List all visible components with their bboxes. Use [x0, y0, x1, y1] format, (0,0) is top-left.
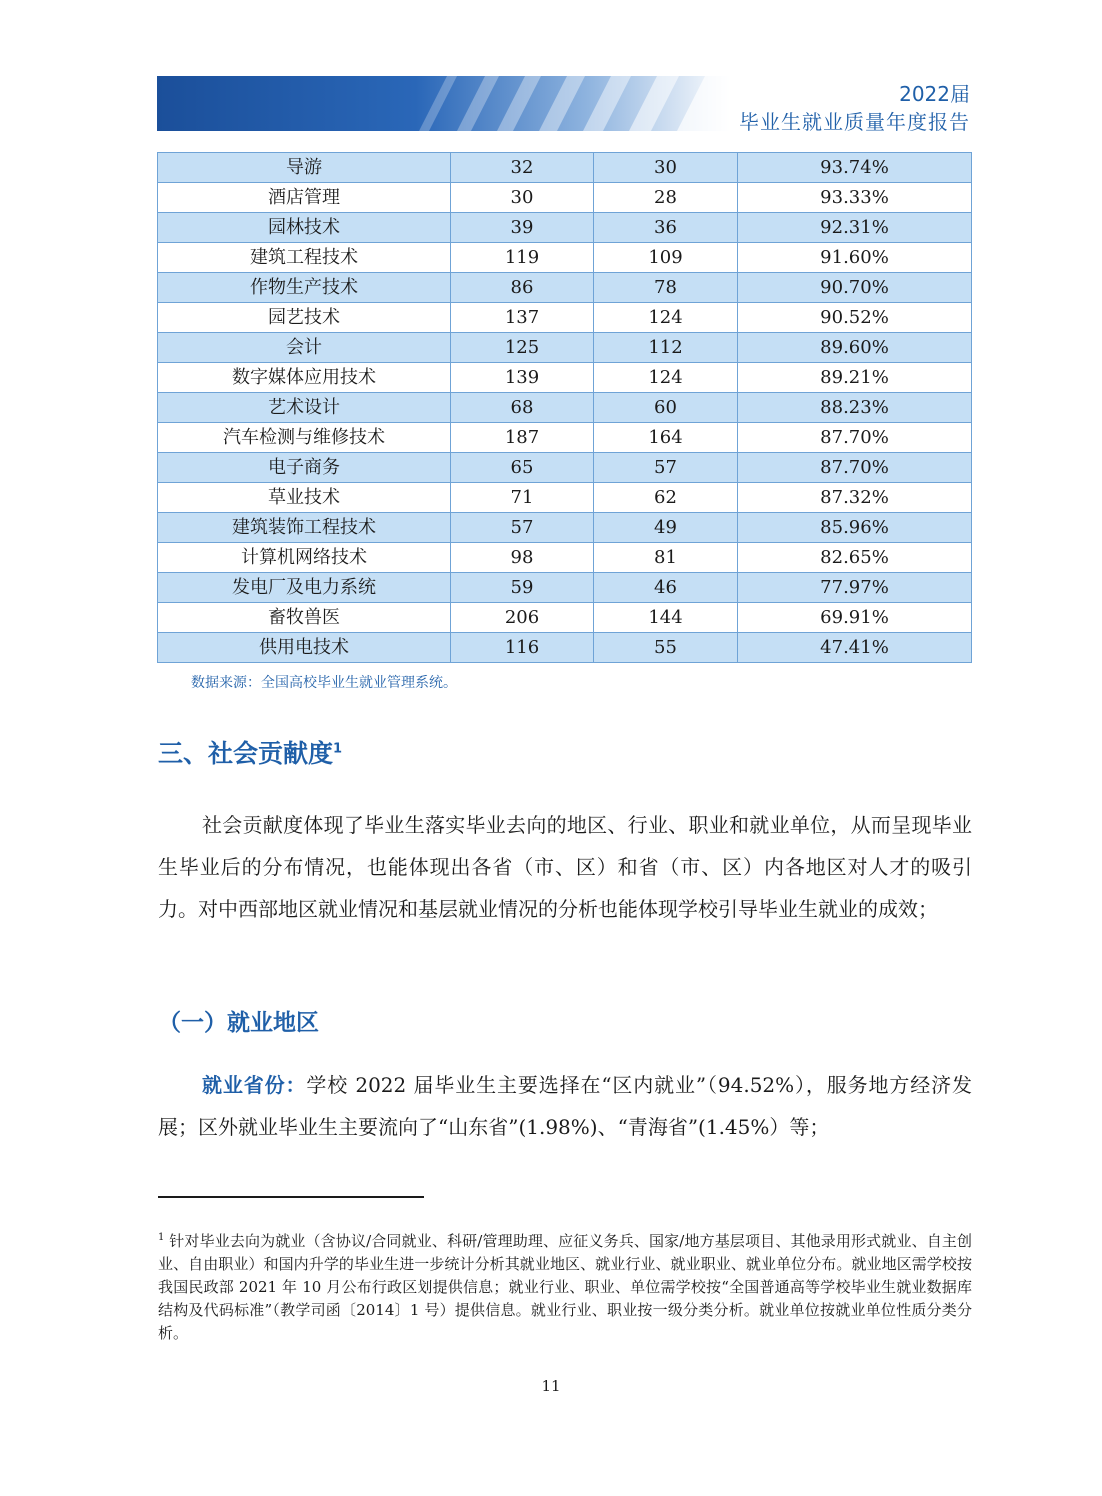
table-cell: 86: [451, 273, 594, 303]
table-cell: 87.70%: [738, 423, 972, 453]
table-cell: 125: [451, 333, 594, 363]
table-cell: 28: [594, 183, 738, 213]
table-cell: 164: [594, 423, 738, 453]
footnote-text: 针对毕业去向为就业（含协议/合同就业、科研/管理助理、应征义务兵、国家/地方基层项目、其他录用形式就业、自主创业、自由职业）和国内升学的毕业生进一步统计分析其就业地区、就业行业、就业职业、就业单位分布。就业地区需学校按我国民政部 2021 年 10 月公布行政区划提供信息；就业行业、职业、单位需学校按“全国普通高等学校毕业生就业数据库结构及代码标准”（教学司函〔2014〕1 号）提供信息。就业行业、职业按一级分类分析。就业单位按就业单位性质分类分析。: [158, 1232, 972, 1342]
table-cell: 124: [594, 363, 738, 393]
table-cell: 88.23%: [738, 393, 972, 423]
section-paragraph: 社会贡献度体现了毕业生落实毕业去向的地区、行业、职业和就业单位，从而呈现毕业生毕业后的分布情况，也能体现出各省（市、区）和省（市、区）内各地区对人才的吸引力。对中西部地区就业情况和基层就业情况的分析也能体现学校引导毕业生就业的成效；: [158, 813, 972, 921]
table-row: [158, 153, 972, 183]
table-cell: 124: [594, 303, 738, 333]
table-cell: 49: [594, 513, 738, 543]
table-cell: 57: [594, 453, 738, 483]
table-cell: 68: [451, 393, 594, 423]
table-cell: 62: [594, 483, 738, 513]
table-cell: 供用电技术: [158, 633, 451, 663]
table-cell: 116: [451, 633, 594, 663]
footnote-divider: [158, 1196, 424, 1198]
table-cell: 78: [594, 273, 738, 303]
table-cell: 艺术设计: [158, 393, 451, 423]
table-cell: 98: [451, 543, 594, 573]
table-cell: 69.91%: [738, 603, 972, 633]
data-source-note: 数据来源：全国高校毕业生就业管理系统。: [191, 675, 457, 691]
table-cell: 55: [594, 633, 738, 663]
table-cell: 89.60%: [738, 333, 972, 363]
table-cell: 112: [594, 333, 738, 363]
table-cell: 57: [451, 513, 594, 543]
table-cell: 47.41%: [738, 633, 972, 663]
major-employment-table: [157, 152, 972, 663]
table-cell: 畜牧兽医: [158, 603, 451, 633]
table-row: [158, 303, 972, 333]
table-cell: 作物生产技术: [158, 273, 451, 303]
footnote-ref: 1: [333, 741, 343, 757]
table-cell: 36: [594, 213, 738, 243]
report-title: 毕业生就业质量年度报告: [739, 110, 970, 134]
table-row: [158, 213, 972, 243]
table-row: [158, 393, 972, 423]
table-row: [158, 333, 972, 363]
table-cell: 89.21%: [738, 363, 972, 393]
table-row: [158, 513, 972, 543]
table-cell: 39: [451, 213, 594, 243]
table-cell: 汽车检测与维修技术: [158, 423, 451, 453]
table-row: [158, 273, 972, 303]
table-cell: 59: [451, 573, 594, 603]
table-cell: 园艺技术: [158, 303, 451, 333]
table-cell: 32: [451, 153, 594, 183]
table-row: [158, 183, 972, 213]
footnote: [158, 1226, 972, 1345]
footnote-marker: 1: [158, 1232, 165, 1243]
table-cell: 电子商务: [158, 453, 451, 483]
table-cell: 90.52%: [738, 303, 972, 333]
table-row: [158, 453, 972, 483]
table-cell: 酒店管理: [158, 183, 451, 213]
section-title-text: 三、社会贡献度: [158, 739, 334, 768]
table-cell: 导游: [158, 153, 451, 183]
table-cell: 计算机网络技术: [158, 543, 451, 573]
table-row: [158, 363, 972, 393]
table-row: [158, 633, 972, 663]
table-row: [158, 603, 972, 633]
table-cell: 137: [451, 303, 594, 333]
table-cell: 71: [451, 483, 594, 513]
table-cell: 90.70%: [738, 273, 972, 303]
page-number: 11: [541, 1377, 561, 1395]
table-cell: 数字媒体应用技术: [158, 363, 451, 393]
table-cell: 93.33%: [738, 183, 972, 213]
table-cell: 139: [451, 363, 594, 393]
table-row: [158, 573, 972, 603]
table-cell: 119: [451, 243, 594, 273]
table-cell: 65: [451, 453, 594, 483]
subsection-paragraph: [158, 1064, 972, 1148]
table-cell: 87.32%: [738, 483, 972, 513]
table-row: [158, 543, 972, 573]
table-cell: 82.65%: [738, 543, 972, 573]
paragraph-body: 学校 2022 届毕业生主要选择在“区内就业”（94.52%），服务地方经济发展；区外就业毕业生主要流向了“山东省”(1.98%)、“青海省”(1.45%）等；: [158, 1073, 973, 1139]
paragraph-lead: 就业省份：: [202, 1073, 307, 1097]
table-row: [158, 243, 972, 273]
table-cell: 园林技术: [158, 213, 451, 243]
subsection-title: （一）就业地区: [158, 1010, 319, 1036]
table-cell: 46: [594, 573, 738, 603]
table-cell: 92.31%: [738, 213, 972, 243]
table-cell: 144: [594, 603, 738, 633]
table-cell: 60: [594, 393, 738, 423]
table-row: [158, 423, 972, 453]
table-cell: 30: [451, 183, 594, 213]
report-year: 2022届: [899, 82, 970, 106]
table-cell: 206: [451, 603, 594, 633]
table-row: [158, 483, 972, 513]
table-cell: 93.74%: [738, 153, 972, 183]
table-cell: 85.96%: [738, 513, 972, 543]
table-cell: 草业技术: [158, 483, 451, 513]
table-cell: 91.60%: [738, 243, 972, 273]
table-cell: 187: [451, 423, 594, 453]
table-cell: 发电厂及电力系统: [158, 573, 451, 603]
table-cell: 30: [594, 153, 738, 183]
header-banner: [157, 76, 732, 131]
section-title: [158, 734, 342, 770]
table-cell: 109: [594, 243, 738, 273]
table-cell: 建筑工程技术: [158, 243, 451, 273]
table-cell: 81: [594, 543, 738, 573]
table-cell: 77.97%: [738, 573, 972, 603]
table-cell: 87.70%: [738, 453, 972, 483]
table-cell: 建筑装饰工程技术: [158, 513, 451, 543]
table-cell: 会计: [158, 333, 451, 363]
